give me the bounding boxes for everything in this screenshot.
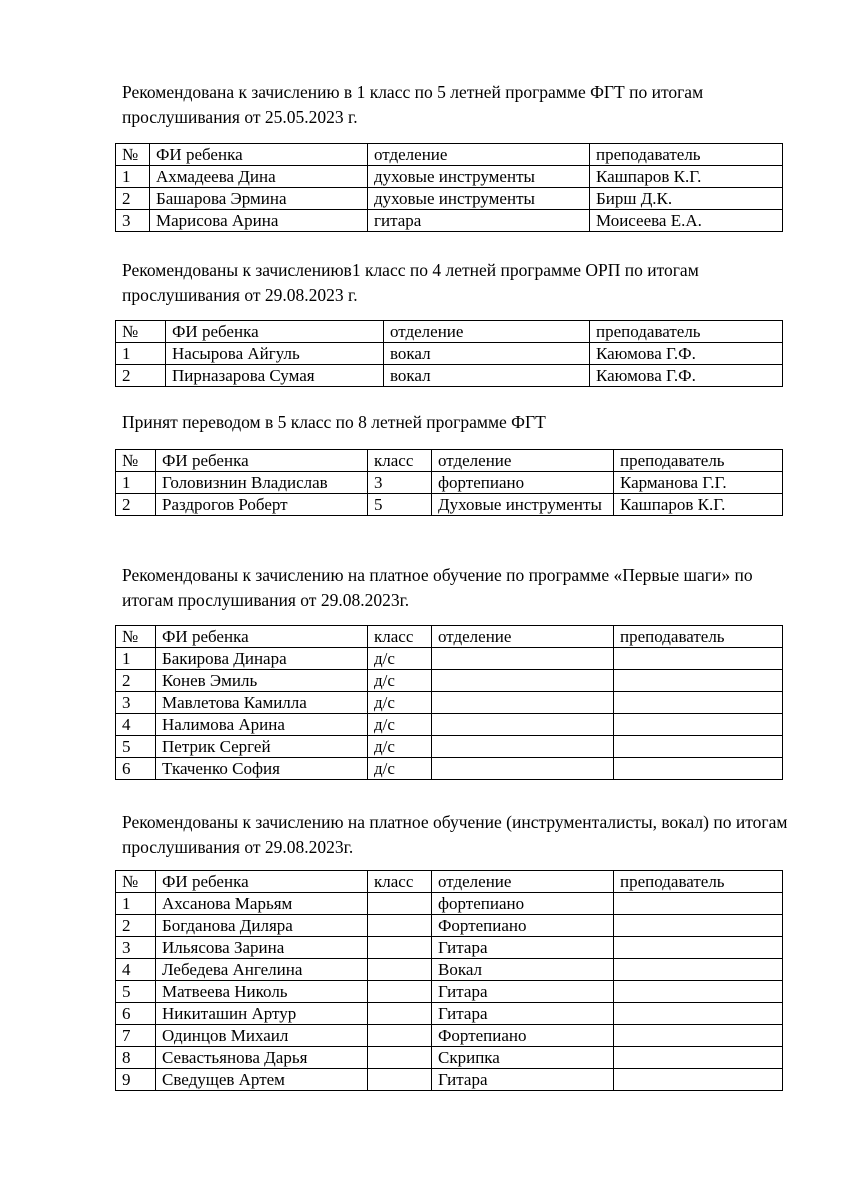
table-cell: духовые инструменты (368, 188, 590, 210)
column-header: отделение (432, 450, 614, 472)
column-header: класс (368, 450, 432, 472)
table-cell: Марисова Арина (150, 210, 368, 232)
table-cell: Духовые инструменты (432, 494, 614, 516)
column-header: отделение (368, 144, 590, 166)
table-cell: 3 (116, 692, 156, 714)
table-cell: д/с (368, 736, 432, 758)
table-cell: 2 (116, 494, 156, 516)
table-row (116, 1003, 783, 1025)
column-header: ФИ ребенка (150, 144, 368, 166)
table-cell (368, 1003, 432, 1025)
column-header: отделение (384, 321, 590, 343)
section-5-heading: Рекомендованы к зачислению на платное обучение (инструменталисты, вокал) по итогам прослушивания от 29.08.2023г. (122, 812, 788, 857)
table-cell (432, 670, 614, 692)
section-5-table (115, 870, 783, 1091)
table-row (116, 1069, 783, 1091)
table-cell (614, 959, 783, 981)
table-row (116, 210, 783, 232)
table-cell (614, 893, 783, 915)
table-cell: Вокал (432, 959, 614, 981)
table-cell (614, 758, 783, 780)
section-2-heading: Рекомендованы к зачислениюв1 класс по 4 летней программе ОРП по итогам прослушивания от 29.08.2023 г. (122, 260, 699, 305)
column-header: ФИ ребенка (156, 450, 368, 472)
column-header: ФИ ребенка (166, 321, 384, 343)
section-4-heading: Рекомендованы к зачислению на платное обучение по программе «Первые шаги» по итогам прослушивания от 29.08.2023г. (122, 565, 753, 610)
table-row (116, 915, 783, 937)
table-row (116, 1025, 783, 1047)
table-cell: Сведущев Артем (156, 1069, 368, 1091)
table-cell: Кашпаров К.Г. (590, 166, 783, 188)
table-row (116, 1047, 783, 1069)
table-cell (614, 915, 783, 937)
table-cell: Бирш Д.К. (590, 188, 783, 210)
table-cell: 1 (116, 648, 156, 670)
table-cell: Одинцов Михаил (156, 1025, 368, 1047)
table-cell: 4 (116, 714, 156, 736)
table-cell: 1 (116, 893, 156, 915)
table-cell: 4 (116, 959, 156, 981)
table-cell: Башарова Эрмина (150, 188, 368, 210)
table-cell: Богданова Диляра (156, 915, 368, 937)
section-1-table (115, 143, 783, 232)
column-header: № (116, 450, 156, 472)
table-cell (432, 736, 614, 758)
table-cell: Раздрогов Роберт (156, 494, 368, 516)
table-cell: Пирназарова Сумая (166, 365, 384, 387)
table-cell: д/с (368, 714, 432, 736)
table-cell: вокал (384, 343, 590, 365)
table-cell: 5 (368, 494, 432, 516)
section-4-table (115, 625, 783, 780)
table-cell (614, 736, 783, 758)
table-row (116, 365, 783, 387)
table-cell: д/с (368, 692, 432, 714)
table-cell: Ильясова Зарина (156, 937, 368, 959)
table-cell: 3 (116, 210, 150, 232)
section-1-heading: Рекомендована к зачислению в 1 класс по 5 летней программе ФГТ по итогам прослушивания от 25.05.2023 г. (122, 82, 704, 127)
table-cell (368, 893, 432, 915)
table-cell: 2 (116, 365, 166, 387)
table-cell (614, 670, 783, 692)
table-cell (614, 1003, 783, 1025)
table-cell: д/с (368, 670, 432, 692)
table-cell: Моисеева Е.А. (590, 210, 783, 232)
table-cell (368, 1069, 432, 1091)
table-header-row (116, 321, 783, 343)
table-cell: 2 (116, 670, 156, 692)
column-header: преподаватель (590, 144, 783, 166)
table-cell (368, 1025, 432, 1047)
table-row (116, 959, 783, 981)
column-header: отделение (432, 871, 614, 893)
table-row (116, 188, 783, 210)
table-cell: гитара (368, 210, 590, 232)
table-cell: Конев Эмиль (156, 670, 368, 692)
table-cell: Кашпаров К.Г. (614, 494, 783, 516)
table-cell (614, 1047, 783, 1069)
table-cell: 5 (116, 736, 156, 758)
column-header: ФИ ребенка (156, 871, 368, 893)
column-header: преподаватель (614, 626, 783, 648)
table-cell: 7 (116, 1025, 156, 1047)
table-cell: Бакирова Динара (156, 648, 368, 670)
table-cell: Гитара (432, 1069, 614, 1091)
table-cell: Лебедева Ангелина (156, 959, 368, 981)
table-cell: 3 (116, 937, 156, 959)
table-row (116, 758, 783, 780)
section-3-table (115, 449, 783, 516)
column-header: № (116, 321, 166, 343)
table-cell: Каюмова Г.Ф. (590, 365, 783, 387)
table-cell: 6 (116, 758, 156, 780)
column-header: преподаватель (590, 321, 783, 343)
table-cell: Головизнин Владислав (156, 472, 368, 494)
table-cell: 3 (368, 472, 432, 494)
table-cell: 2 (116, 188, 150, 210)
column-header: № (116, 144, 150, 166)
table-cell: Никиташин Артур (156, 1003, 368, 1025)
table-row (116, 472, 783, 494)
table-cell (368, 915, 432, 937)
table-cell (368, 959, 432, 981)
table-cell: д/с (368, 758, 432, 780)
table-cell (368, 937, 432, 959)
table-row (116, 893, 783, 915)
column-header: преподаватель (614, 450, 783, 472)
table-cell: Скрипка (432, 1047, 614, 1069)
column-header: ФИ ребенка (156, 626, 368, 648)
column-header: класс (368, 626, 432, 648)
table-cell: Насырова Айгуль (166, 343, 384, 365)
column-header: класс (368, 871, 432, 893)
table-cell: духовые инструменты (368, 166, 590, 188)
table-cell: Гитара (432, 981, 614, 1003)
table-cell: Фортепиано (432, 1025, 614, 1047)
table-cell: 8 (116, 1047, 156, 1069)
table-cell: вокал (384, 365, 590, 387)
table-row (116, 692, 783, 714)
table-cell (614, 692, 783, 714)
section-2-table (115, 320, 783, 387)
table-cell (368, 1047, 432, 1069)
column-header: № (116, 871, 156, 893)
table-cell (432, 714, 614, 736)
table-cell (614, 937, 783, 959)
table-cell: Матвеева Николь (156, 981, 368, 1003)
table-header-row (116, 450, 783, 472)
table-cell: Карманова Г.Г. (614, 472, 783, 494)
table-cell (432, 692, 614, 714)
table-cell: 6 (116, 1003, 156, 1025)
table-cell (614, 1069, 783, 1091)
table-header-row (116, 626, 783, 648)
table-cell: 1 (116, 472, 156, 494)
table-row (116, 670, 783, 692)
table-row (116, 714, 783, 736)
table-cell: Ткаченко София (156, 758, 368, 780)
table-cell: Фортепиано (432, 915, 614, 937)
table-cell: Гитара (432, 937, 614, 959)
table-row (116, 648, 783, 670)
table-cell: 5 (116, 981, 156, 1003)
table-cell: д/с (368, 648, 432, 670)
table-cell (614, 648, 783, 670)
table-cell: Севастьянова Дарья (156, 1047, 368, 1069)
table-cell: фортепиано (432, 472, 614, 494)
table-cell: Петрик Сергей (156, 736, 368, 758)
table-cell: Гитара (432, 1003, 614, 1025)
table-row (116, 494, 783, 516)
table-cell: 1 (116, 166, 150, 188)
table-cell (432, 758, 614, 780)
table-cell: Ахмадеева Дина (150, 166, 368, 188)
table-row (116, 343, 783, 365)
table-cell: Каюмова Г.Ф. (590, 343, 783, 365)
table-cell: Мавлетова Камилла (156, 692, 368, 714)
table-cell: Налимова Арина (156, 714, 368, 736)
column-header: преподаватель (614, 871, 783, 893)
table-cell (368, 981, 432, 1003)
table-cell (614, 1025, 783, 1047)
table-cell (614, 714, 783, 736)
table-cell: 1 (116, 343, 166, 365)
table-row (116, 736, 783, 758)
table-cell: 2 (116, 915, 156, 937)
table-cell: 9 (116, 1069, 156, 1091)
section-3-heading: Принят переводом в 5 класс по 8 летней программе ФГТ (122, 412, 546, 432)
table-row (116, 981, 783, 1003)
table-cell: фортепиано (432, 893, 614, 915)
column-header: отделение (432, 626, 614, 648)
table-cell (432, 648, 614, 670)
table-cell (614, 981, 783, 1003)
table-row (116, 937, 783, 959)
table-header-row (116, 871, 783, 893)
table-cell: Ахсанова Марьям (156, 893, 368, 915)
table-header-row (116, 144, 783, 166)
column-header: № (116, 626, 156, 648)
table-row (116, 166, 783, 188)
